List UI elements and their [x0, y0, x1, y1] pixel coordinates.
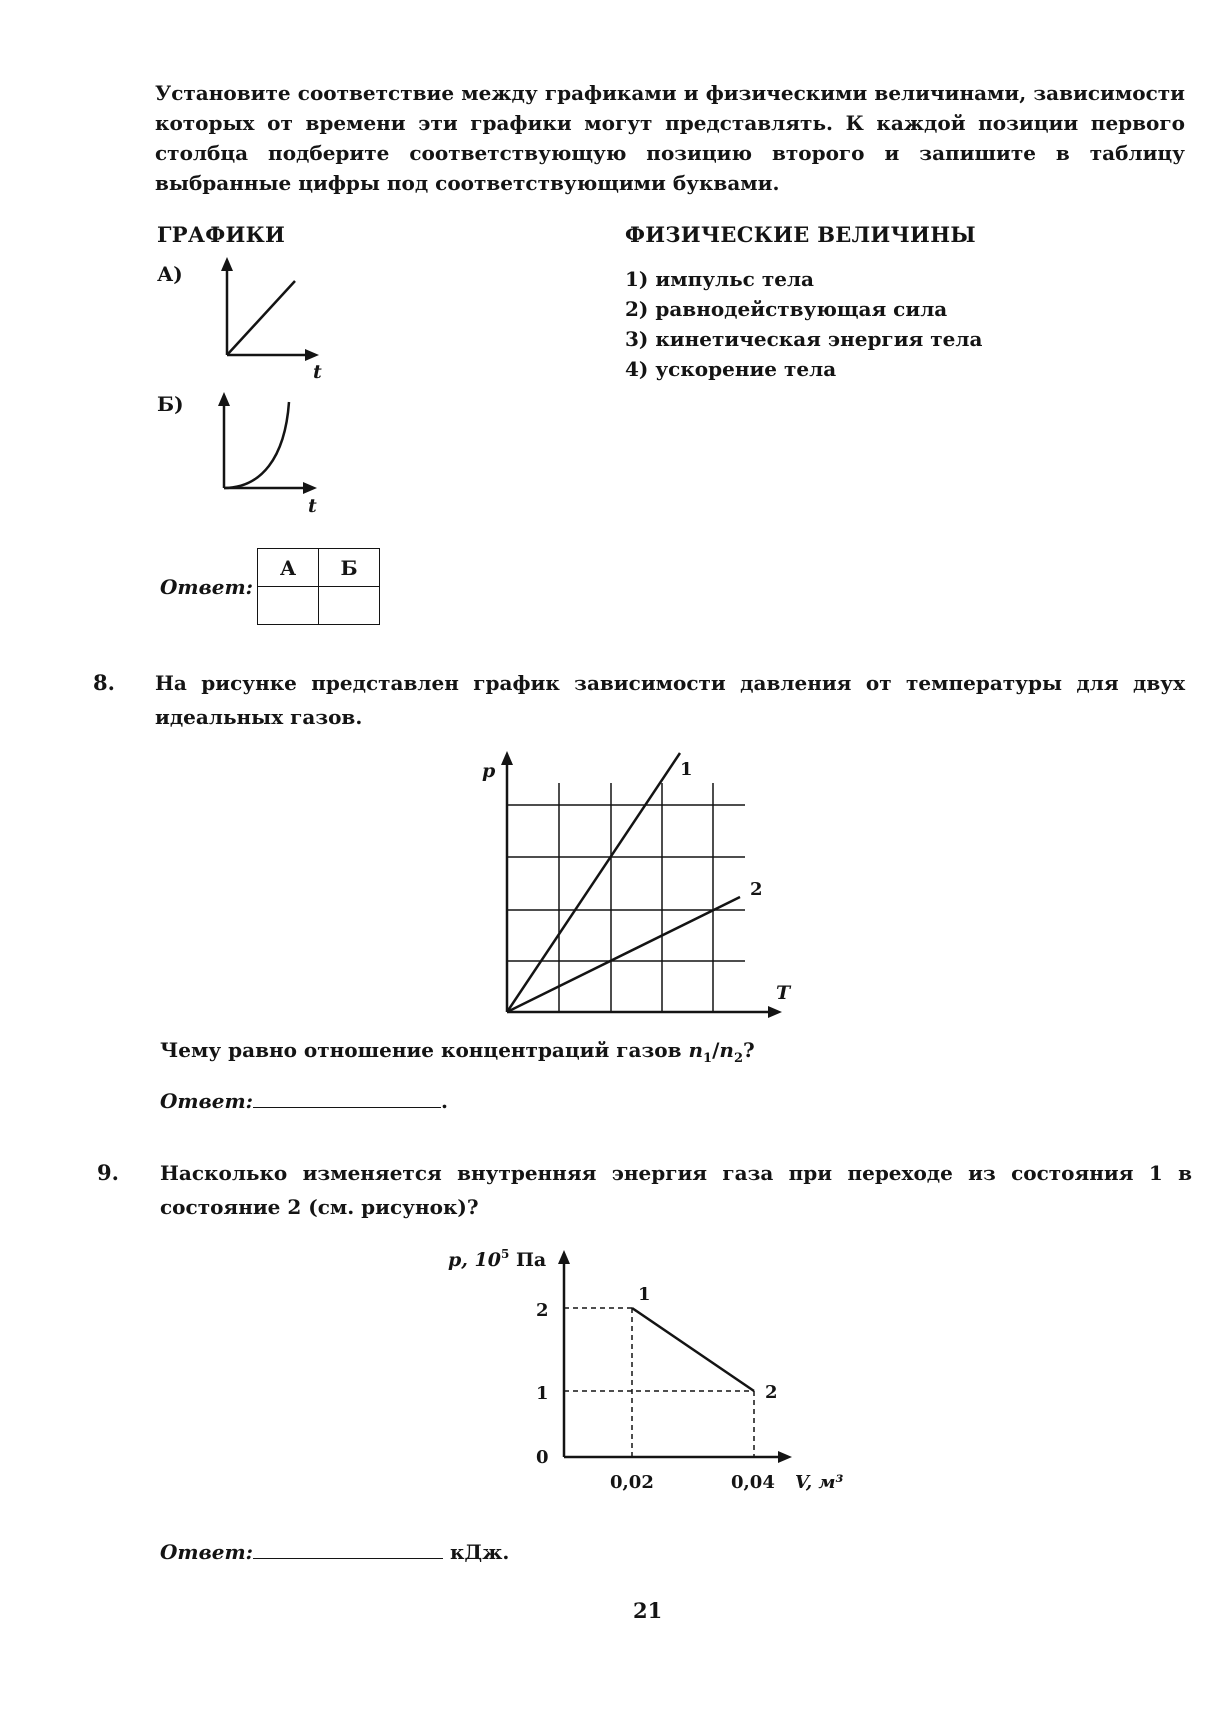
q9-process-line: [632, 1308, 754, 1391]
q9-chart: [440, 1240, 860, 1500]
q9-ytick-2: 2: [536, 1300, 549, 1321]
option-4: 4) ускорение тела: [625, 357, 837, 381]
graph-a-t-label: t: [313, 361, 322, 383]
q9-number: 9.: [97, 1160, 119, 1185]
graph-a-y-arrow: [221, 257, 233, 271]
q9-x-axis-label: V, м³: [795, 1472, 844, 1493]
q9-x-arrow: [778, 1451, 792, 1463]
q8-y-arrow: [501, 751, 513, 765]
q9-answer-blank[interactable]: [253, 1538, 443, 1559]
q8-grid: [507, 783, 745, 1012]
q8-p-label: p: [482, 760, 496, 782]
graph-a: [195, 255, 335, 385]
q8-chart: [470, 745, 810, 1025]
q9-ytick-1: 1: [536, 1383, 549, 1404]
quantities-header: ФИЗИЧЕСКИЕ ВЕЛИЧИНЫ: [625, 222, 976, 247]
q8-series-2-label: 2: [750, 879, 763, 900]
intro-paragraph: Установите соответствие между графиками и физическими величинами, зависимости которых от времени эти графики могут представлять. К каждой позиции первого столбца подберите соответствующую позицию второго и запишите в таблицу выбранные цифры под соответствующими буквами.: [155, 81, 1185, 195]
graph-b-x-arrow: [303, 482, 317, 494]
answer-cell-a[interactable]: [258, 587, 319, 625]
q8-answer-blank[interactable]: [253, 1087, 441, 1108]
q9-point-1-label: 1: [638, 1284, 651, 1305]
q9-xtick-004: 0,04: [731, 1472, 775, 1493]
graph-b-y-arrow: [218, 392, 230, 406]
graph-a-label: А): [157, 262, 183, 286]
q8-answer: Ответ: .: [160, 1089, 448, 1113]
q9-origin: 0: [536, 1447, 549, 1468]
graphs-header: ГРАФИКИ: [157, 222, 286, 247]
option-1: 1) импульс тела: [625, 267, 815, 291]
quantities-list: [625, 264, 982, 384]
q8-series-1-label: 1: [680, 759, 693, 780]
q8-series-1-line: [507, 753, 680, 1012]
q9-text: Насколько изменяется внутренняя энергия газа при переходе из состояния 1 в состояние 2 (см. рисунок)?: [160, 1161, 1192, 1219]
q9-xtick-002: 0,02: [610, 1472, 654, 1493]
option-2: 2) равнодействующая сила: [625, 297, 948, 321]
q9-y-axis-label: p, $10^5$ Па: [448, 1247, 547, 1271]
graph-b-curve: [224, 402, 289, 488]
q9-point-2-label: 2: [765, 1382, 778, 1403]
q8-number: 8.: [93, 670, 115, 695]
graph-a-x-arrow: [305, 349, 319, 361]
graph-a-line: [227, 281, 295, 355]
q9-y-arrow: [558, 1250, 570, 1264]
answer-label-7: Ответ:: [160, 575, 253, 599]
graph-b-t-label: t: [308, 495, 317, 517]
graph-b-label: Б): [157, 392, 184, 416]
page-number: 21: [633, 1598, 663, 1623]
option-3: 3) кинетическая энергия тела: [625, 327, 983, 351]
answer-col-a: А: [258, 549, 319, 587]
q8-question: Чему равно отношение концентраций газов $n_1/n_2$?: [160, 1038, 755, 1066]
q8-text: На рисунке представлен график зависимости давления от температуры для двух идеальных газов.: [155, 671, 1185, 729]
q8-x-arrow: [768, 1006, 782, 1018]
q8-T-label: T: [776, 982, 791, 1004]
q9-answer: Ответ: кДж.: [160, 1540, 510, 1564]
answer-table: [257, 548, 380, 625]
q8-series-2-line: [507, 897, 740, 1012]
graph-b: [195, 388, 335, 518]
answer-col-b: Б: [319, 549, 380, 587]
answer-cell-b[interactable]: [319, 587, 380, 625]
